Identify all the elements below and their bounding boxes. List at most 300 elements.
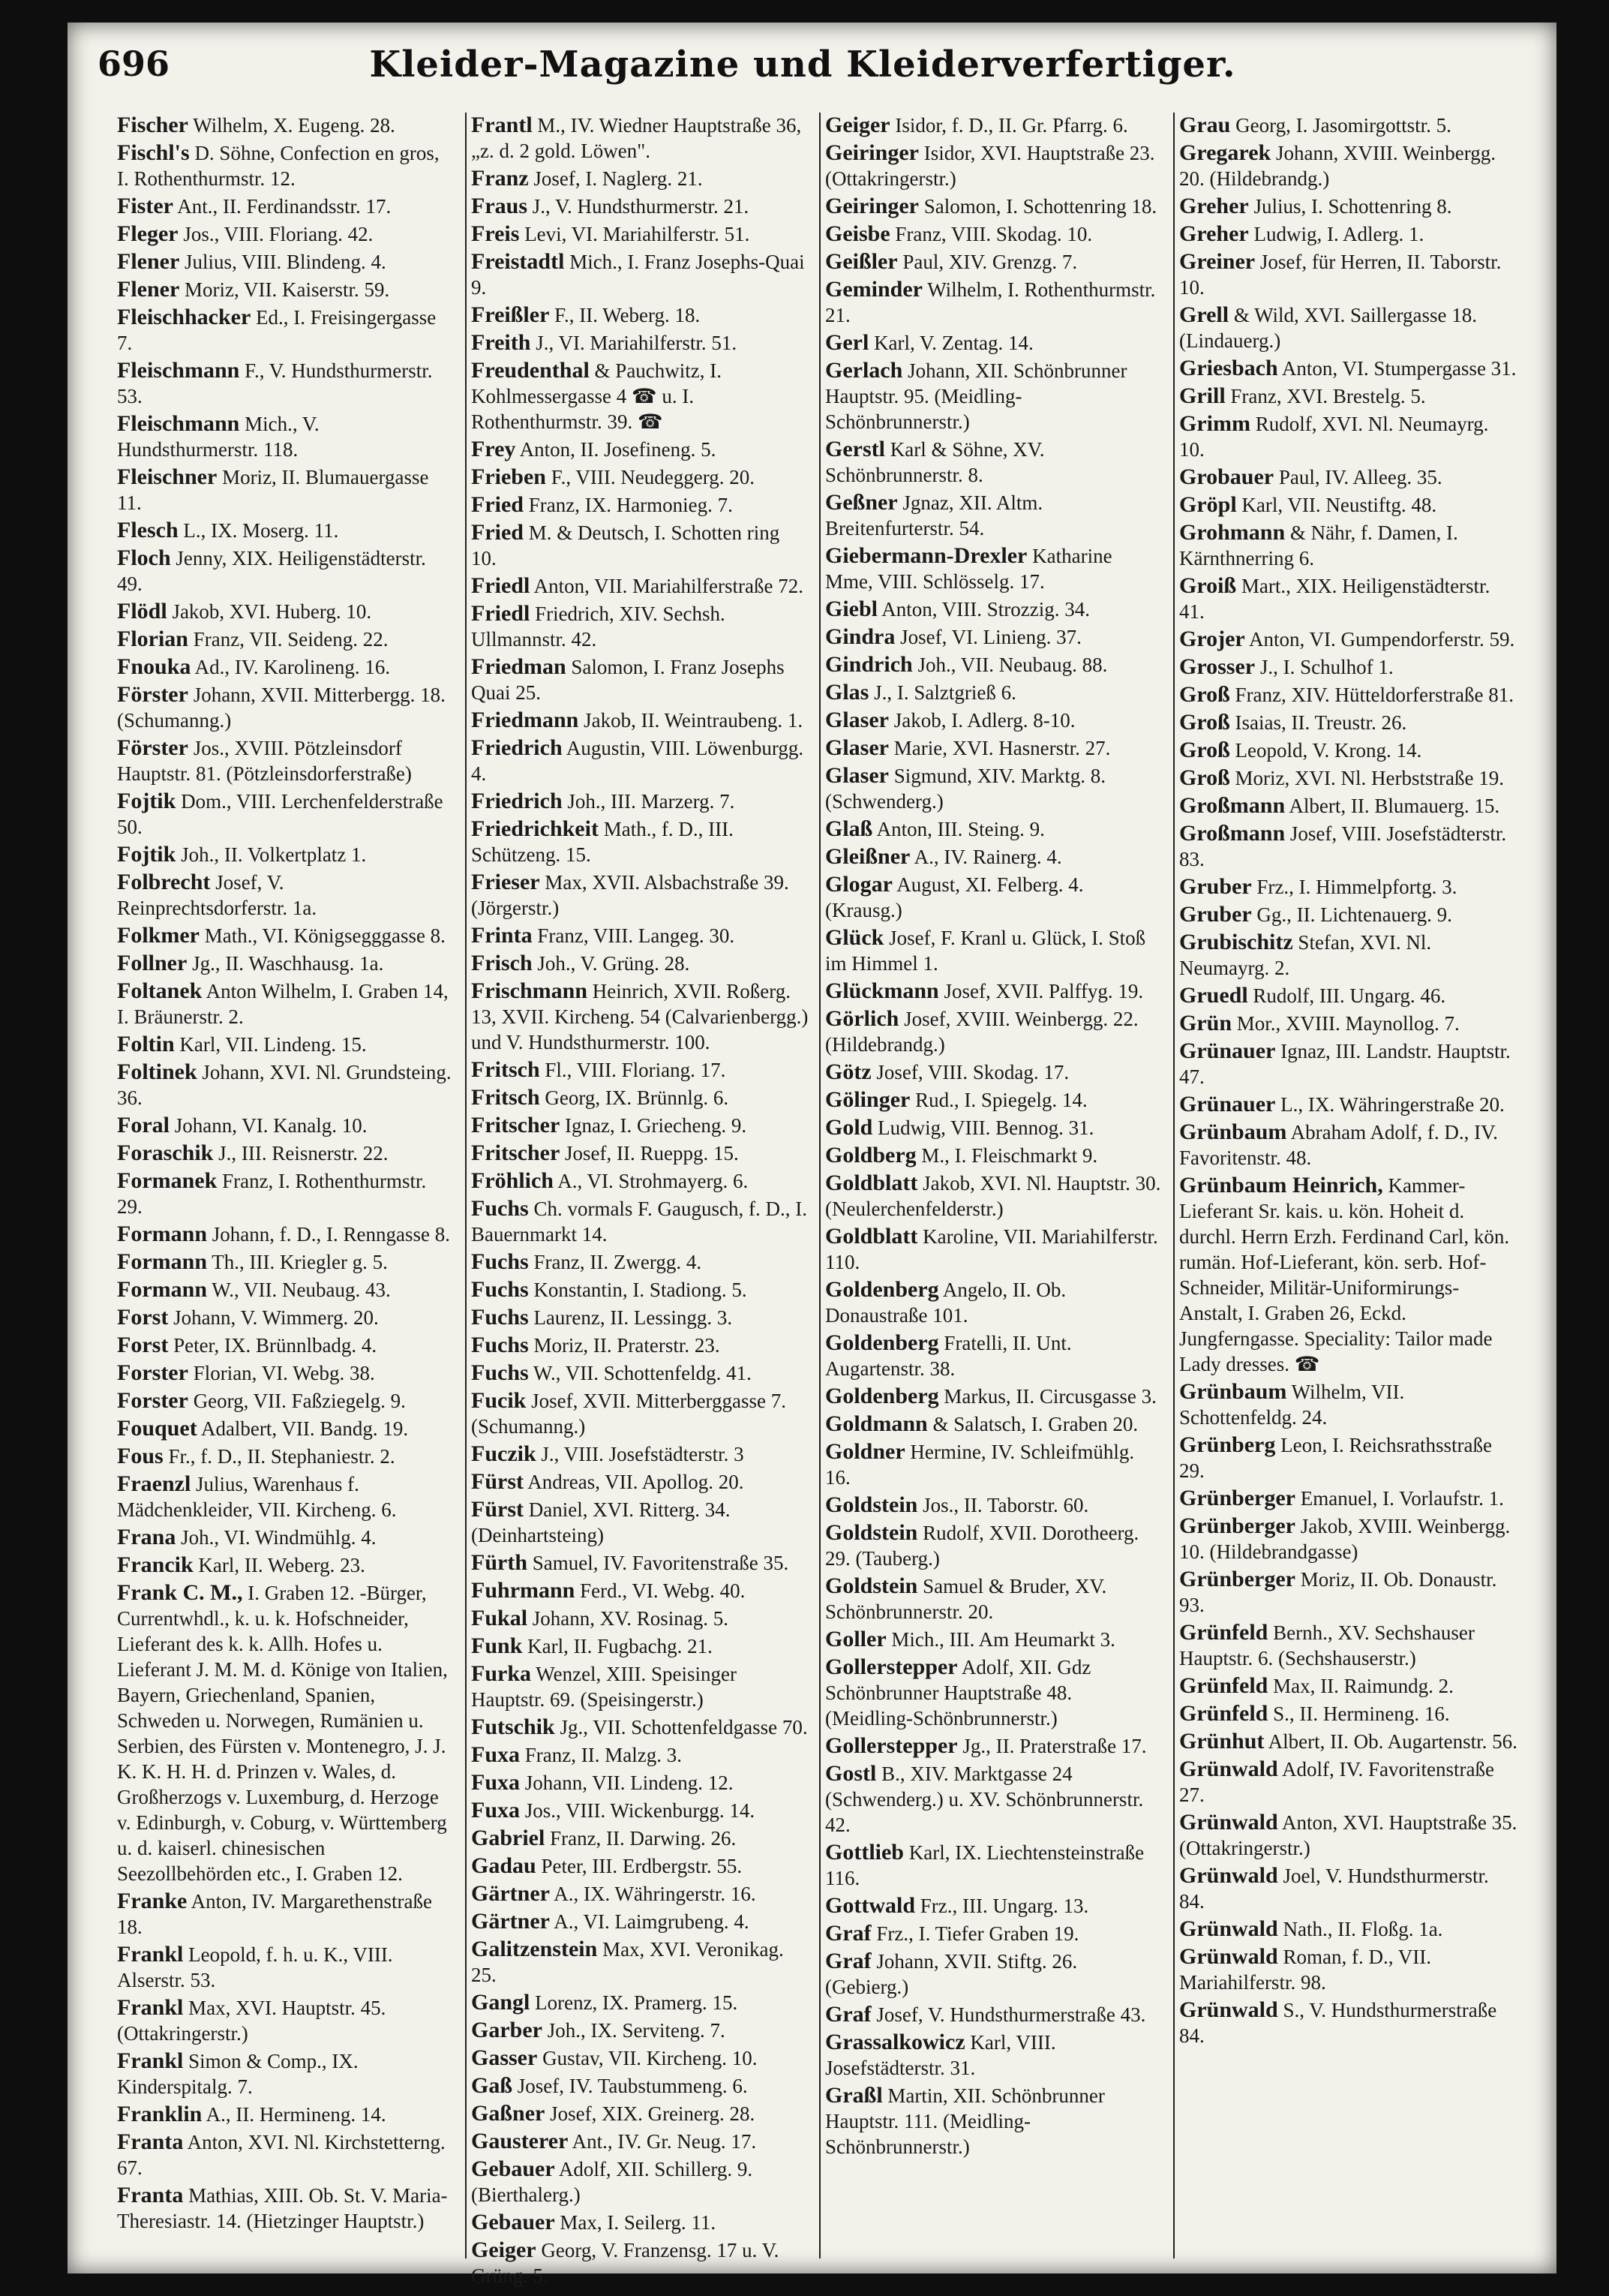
directory-entry bbox=[1179, 765, 1518, 791]
entry-details: Karl, V. Zentag. 14. bbox=[869, 332, 1034, 354]
entry-name: Frankl bbox=[117, 1942, 184, 1967]
entry-details: Fl., VIII. Floriang. 17. bbox=[539, 1059, 726, 1081]
directory-entry bbox=[1179, 492, 1518, 518]
entry-details: M., IV. Wiedner Hauptstraße 36, „z. d. 2 gold. Löwen". bbox=[471, 114, 802, 162]
directory-entry bbox=[825, 221, 1163, 247]
entry-name: Grünwald bbox=[1179, 1916, 1278, 1941]
entry-name: Grojer bbox=[1179, 627, 1245, 651]
entry-name: Futschik bbox=[471, 1714, 555, 1739]
entry-details: Josef, VI. Linieng. 37. bbox=[895, 626, 1082, 648]
directory-entry bbox=[471, 249, 809, 300]
entry-details: Jakob, XVI. Nl. Hauptstr. 30. (Neulerchenfelderstr.) bbox=[825, 1172, 1161, 1220]
directory-entry bbox=[1179, 113, 1518, 138]
entry-name: Fleischhacker bbox=[117, 305, 251, 329]
entry-details: Max, XVI. Veronikag. 25. bbox=[471, 1938, 784, 1986]
directory-entry bbox=[471, 1441, 809, 1467]
entry-name: Grobauer bbox=[1179, 464, 1274, 489]
entry-details: Anton, XVI. Hauptstraße 35. (Ottakringerstr.) bbox=[1179, 1811, 1517, 1859]
entry-name: Fuczik bbox=[471, 1441, 536, 1466]
entry-name: Forster bbox=[117, 1360, 188, 1385]
entry-name: Fuxa bbox=[471, 1770, 521, 1795]
entry-details: Anton, III. Steing. 9. bbox=[872, 818, 1045, 840]
directory-entry bbox=[117, 1942, 455, 1993]
directory-entry bbox=[1179, 356, 1518, 381]
entry-name: Fritsch bbox=[471, 1057, 540, 1082]
directory-entry bbox=[1179, 1173, 1518, 1377]
entry-name: Fröhlich bbox=[471, 1168, 554, 1193]
entry-details: Johann, XVI. Nl. Grundsteing. 36. bbox=[117, 1061, 452, 1109]
entry-name: Foltin bbox=[117, 1032, 175, 1056]
entry-details: Bernh., XV. Sechshauser Hauptstr. 6. (Sechshauserstr.) bbox=[1179, 1621, 1475, 1669]
entry-name: Graßl bbox=[825, 2083, 883, 2108]
entry-details: Daniel, XVI. Ritterg. 34. (Deinhartsteing) bbox=[471, 1498, 731, 1546]
entry-details: Josef, XVII. Mitterberggasse 7. (Schumanng.) bbox=[471, 1390, 787, 1438]
entry-details: Max, II. Raimundg. 2. bbox=[1268, 1675, 1454, 1697]
directory-entry bbox=[825, 1115, 1163, 1140]
entry-details: Karl & Söhne, XV. Schönbrunnerstr. 8. bbox=[825, 438, 1045, 486]
entry-details: Anton, IV. Margarethenstraße 18. bbox=[117, 1890, 433, 1938]
directory-entry bbox=[825, 1006, 1163, 1057]
directory-entry bbox=[117, 654, 455, 680]
entry-name: Görlich bbox=[825, 1006, 899, 1031]
entry-name: Fürst bbox=[471, 1469, 524, 1494]
entry-details: Johann, XV. Rosinag. 5. bbox=[527, 1607, 729, 1630]
entry-details: Fr., f. D., II. Stephaniestr. 2. bbox=[163, 1445, 395, 1468]
entry-name: Fuchs bbox=[471, 1249, 529, 1274]
entry-name: Foltinek bbox=[117, 1059, 197, 1084]
entry-columns bbox=[113, 113, 1530, 2287]
directory-entry bbox=[1179, 793, 1518, 819]
entry-name: Fnouka bbox=[117, 654, 191, 679]
directory-entry bbox=[117, 1222, 455, 1247]
entry-details: Jakob, II. Weintraubeng. 1. bbox=[578, 709, 803, 732]
entry-details: Georg, VII. Faßziegelg. 9. bbox=[188, 1390, 406, 1412]
entry-name: Frischmann bbox=[471, 978, 588, 1003]
entry-details: F., II. Weberg. 18. bbox=[549, 304, 701, 326]
entry-name: Grünfeld bbox=[1179, 1620, 1268, 1645]
directory-entry bbox=[117, 411, 455, 462]
entry-details: W., VII. Schottenfeldg. 41. bbox=[528, 1362, 752, 1384]
directory-entry bbox=[1179, 1379, 1518, 1430]
entry-name: Groß bbox=[1179, 738, 1230, 762]
entry-name: Grubischitz bbox=[1179, 930, 1293, 954]
entry-details: Jakob, XVI. Huberg. 10. bbox=[167, 600, 372, 623]
entry-name: Gindra bbox=[825, 624, 896, 649]
entry-details: Franz, IX. Harmonieg. 7. bbox=[523, 494, 733, 516]
entry-name: Flödl bbox=[117, 599, 167, 624]
directory-entry bbox=[471, 654, 809, 705]
entry-name: Follner bbox=[117, 951, 188, 975]
entry-name: Fukal bbox=[471, 1606, 528, 1630]
directory-entry bbox=[117, 1032, 455, 1057]
entry-name: Großmann bbox=[1179, 793, 1286, 818]
entry-name: Fritsch bbox=[471, 1085, 540, 1110]
directory-entry bbox=[825, 1949, 1163, 2000]
directory-entry bbox=[825, 624, 1163, 650]
entry-name: Geißler bbox=[825, 249, 898, 274]
directory-entry bbox=[825, 113, 1163, 138]
directory-entry bbox=[825, 1384, 1163, 1409]
directory-entry bbox=[471, 1469, 809, 1495]
directory-entry bbox=[825, 1573, 1163, 1624]
entry-details: Max, XVII. Alsbachstraße 39. (Jörgerstr.) bbox=[471, 871, 789, 919]
directory-entry bbox=[471, 1196, 809, 1247]
entry-details: Mich., I. Franz Josephs-Quai 9. bbox=[471, 251, 805, 299]
entry-details: F., VIII. Neudeggerg. 20. bbox=[545, 466, 755, 488]
entry-name: Flesch bbox=[117, 518, 179, 542]
entry-name: Flener bbox=[117, 249, 180, 274]
page-header bbox=[68, 44, 1556, 96]
entry-details: Ferd., VI. Webg. 40. bbox=[575, 1579, 746, 1602]
entry-details: Johann, XII. Schönbrunner Hauptstr. 95. (Meidling-Schönbrunnerstr.) bbox=[825, 359, 1127, 433]
entry-details: Rud., I. Spiegelg. 14. bbox=[910, 1089, 1088, 1111]
entry-name: Goller bbox=[825, 1627, 887, 1651]
directory-entry bbox=[471, 194, 809, 219]
directory-entry bbox=[1179, 682, 1518, 708]
entry-details: Ed., I. Freisingergasse 7. bbox=[117, 306, 437, 354]
entry-details: Augustin, VIII. Löwenburgg. 4. bbox=[471, 737, 804, 785]
entry-details: Angelo, II. Ob. Donaustraße 101. bbox=[825, 1279, 1067, 1327]
entry-name: Glogar bbox=[825, 872, 893, 897]
entry-name: Gruber bbox=[1179, 874, 1252, 899]
directory-entry bbox=[471, 923, 809, 948]
directory-entry bbox=[471, 492, 809, 518]
entry-name: Grünauer bbox=[1179, 1038, 1276, 1063]
entry-name: Grimm bbox=[1179, 411, 1250, 436]
directory-entry bbox=[825, 708, 1163, 733]
directory-entry bbox=[117, 2129, 455, 2180]
directory-entry bbox=[471, 789, 809, 814]
entry-details: Martin, XII. Schönbrunner Hauptstr. 111. (Meidling-Schönbrunnerstr.) bbox=[825, 2084, 1105, 2158]
entry-details: Josef, I. Naglerg. 21. bbox=[528, 167, 703, 190]
entry-name: Freudenthal bbox=[471, 358, 590, 383]
entry-name: Fuchs bbox=[471, 1333, 529, 1357]
entry-details: Johann, f. D., I. Renngasse 8. bbox=[207, 1223, 450, 1246]
entry-name: Gottwald bbox=[825, 1893, 915, 1918]
entry-details: Wenzel, XIII. Speisinger Hauptstr. 69. (Speisingerstr.) bbox=[471, 1663, 737, 1711]
entry-details: I. Graben 12. -Bürger, Currentwhdl., k. u. k. Hofschneider, Lieferant des k. k. Allh. Hofes u. Lieferant J. M. M. d. Könige von Italien, Bayern, Griechenland, Spanien, Schweden u. Norwegen, Rumänien u. Serbien, des Fürsten v. Montenegro, J. J. K. K. H. H. d. Prinzen v. Wales, d. Großherzogs v. Luxemburg, d. Herzoge v. Edinburgh, v. Coburg, v. Württemberg u. d. kaiserl. chinesischen Seezollbehörden etc., I. Graben 12. bbox=[117, 1582, 448, 1885]
directory-entry bbox=[471, 2073, 809, 2099]
entry-details: Sigmund, XIV. Marktg. 8. (Schwenderg.) bbox=[825, 765, 1106, 813]
directory-entry bbox=[471, 978, 809, 1055]
entry-name: Forst bbox=[117, 1333, 169, 1357]
entry-details: Laurenz, II. Lessingg. 3. bbox=[528, 1306, 733, 1329]
entry-details: M. & Deutsch, I. Schotten ring 10. bbox=[471, 521, 780, 569]
entry-name: Friedmann bbox=[471, 708, 579, 732]
directory-entry bbox=[117, 545, 455, 597]
directory-entry bbox=[1179, 1997, 1518, 2048]
entry-name: Graf bbox=[825, 1949, 872, 1973]
directory-entry bbox=[117, 1471, 455, 1522]
entry-name: Grünauer bbox=[1179, 1092, 1276, 1116]
entry-details: Julius, Warenhaus f. Mädchenkleider, VII. Kircheng. 6. bbox=[117, 1473, 397, 1521]
directory-entry bbox=[825, 1171, 1163, 1222]
entry-name: Fuxa bbox=[471, 1798, 521, 1823]
entry-name: Glaser bbox=[825, 735, 889, 760]
entry-details: W., VII. Neubaug. 43. bbox=[207, 1279, 391, 1301]
entry-name: Goldstein bbox=[825, 1573, 918, 1598]
directory-entry bbox=[117, 870, 455, 921]
directory-entry bbox=[117, 2102, 455, 2127]
entry-details: Josef, IV. Taubstummeng. 6. bbox=[512, 2075, 748, 2097]
entry-details: Adalbert, VII. Bandg. 19. bbox=[197, 1417, 409, 1440]
entry-name: Forst bbox=[117, 1305, 169, 1330]
entry-details: Franz, II. Malzg. 3. bbox=[520, 1744, 682, 1766]
entry-name: Groß bbox=[1179, 710, 1230, 735]
entry-details: Salomon, I. Franz Josephs Quai 25. bbox=[471, 656, 785, 704]
directory-entry bbox=[117, 599, 455, 624]
entry-name: Gausterer bbox=[471, 2129, 569, 2153]
entry-details: Leopold, f. h. u. K., VIII. Alserstr. 53. bbox=[117, 1943, 393, 1991]
directory-entry bbox=[825, 816, 1163, 842]
directory-entry bbox=[471, 1990, 809, 2015]
entry-details: Fratelli, II. Unt. Augartenstr. 38. bbox=[825, 1332, 1072, 1380]
directory-entry bbox=[117, 923, 455, 948]
entry-details: Joh., VII. Neubaug. 88. bbox=[912, 654, 1108, 676]
entry-details: Max, I. Seilerg. 11. bbox=[554, 2211, 716, 2234]
entry-name: Formann bbox=[117, 1249, 207, 1274]
entry-details: Samuel, IV. Favoritenstraße 35. bbox=[527, 1552, 789, 1574]
directory-entry bbox=[471, 1661, 809, 1712]
entry-name: Franklin bbox=[117, 2102, 203, 2126]
directory-entry bbox=[1179, 1729, 1518, 1754]
entry-details: Jakob, I. Adlerg. 8-10. bbox=[888, 709, 1076, 732]
entry-details: Karoline, VII. Mariahilferstr. 110. bbox=[825, 1225, 1158, 1273]
entry-details: Joh., III. Marzerg. 7. bbox=[562, 790, 735, 813]
directory-entry bbox=[117, 1525, 455, 1550]
entry-name: Fried bbox=[471, 520, 524, 545]
entry-details: Anton, VI. Gumpendorferstr. 59. bbox=[1244, 628, 1515, 651]
directory-entry bbox=[117, 1552, 455, 1578]
directory-entry bbox=[1179, 140, 1518, 191]
entry-name: Goldberg bbox=[825, 1143, 917, 1168]
entry-name: Giebl bbox=[825, 597, 878, 621]
entry-details: Johann, V. Wimmerg. 20. bbox=[168, 1306, 379, 1329]
entry-details: Ignaz, III. Landstr. Hauptstr. 47. bbox=[1179, 1040, 1511, 1088]
directory-entry bbox=[825, 1087, 1163, 1113]
directory-entry bbox=[825, 2030, 1163, 2081]
entry-name: Fleischner bbox=[117, 464, 218, 489]
entry-name: Gebauer bbox=[471, 2156, 555, 2181]
entry-name: Gröpl bbox=[1179, 492, 1237, 517]
directory-entry bbox=[117, 1059, 455, 1110]
entry-name: Gerlach bbox=[825, 358, 903, 383]
entry-details: Josef, F. Kranl u. Glück, I. Stoß im Himmel 1. bbox=[825, 927, 1146, 975]
entry-name: Gaßner bbox=[471, 2101, 545, 2126]
directory-entry bbox=[825, 978, 1163, 1004]
entry-details: Josef, VIII. Skodag. 17. bbox=[871, 1061, 1070, 1083]
directory-entry bbox=[117, 221, 455, 247]
directory-entry bbox=[471, 2210, 809, 2235]
directory-entry bbox=[825, 2083, 1163, 2159]
entry-details: Anton Wilhelm, I. Graben 14, I. Bräunerstr. 2. bbox=[117, 980, 449, 1028]
directory-entry bbox=[471, 1057, 809, 1083]
entry-details: Johann, XVIII. Weinbergg. 20. (Hildebrandg.) bbox=[1179, 142, 1496, 190]
entry-details: J., I. Schulhof 1. bbox=[1255, 656, 1394, 678]
entry-name: Fuchs bbox=[471, 1277, 529, 1302]
entry-details: Levi, VI. Mariahilferstr. 51. bbox=[519, 223, 750, 245]
entry-name: Fojtik bbox=[117, 842, 176, 867]
entry-name: Frieser bbox=[471, 870, 540, 894]
entry-details: Karl, VII. Lindeng. 15. bbox=[174, 1033, 367, 1056]
directory-entry bbox=[117, 978, 455, 1029]
column-1 bbox=[113, 113, 467, 2258]
entry-name: Fuchs bbox=[471, 1305, 529, 1330]
entry-details: Josef, VIII. Josefstädterstr. 83. bbox=[1179, 822, 1507, 870]
directory-entry bbox=[825, 1520, 1163, 1571]
entry-name: Frana bbox=[117, 1525, 176, 1549]
entry-name: Furka bbox=[471, 1661, 532, 1686]
entry-details: J., I. Salztgrieß 6. bbox=[869, 681, 1016, 704]
entry-details: Abraham Adolf, f. D., IV. Favoritenstr. 48. bbox=[1179, 1121, 1498, 1169]
directory-entry bbox=[471, 573, 809, 599]
entry-details: Franz, II. Zwergg. 4. bbox=[528, 1251, 702, 1273]
entry-name: Fraus bbox=[471, 194, 527, 218]
entry-details: Wilhelm, I. Rothenthurmstr. 21. bbox=[825, 278, 1156, 326]
directory-entry bbox=[117, 1249, 455, 1275]
entry-name: Folbrecht bbox=[117, 870, 211, 894]
entry-details: Moriz, XVI. Nl. Herbststraße 19. bbox=[1229, 767, 1504, 789]
page-number: 696 bbox=[98, 44, 170, 84]
directory-entry bbox=[471, 1714, 809, 1740]
directory-entry bbox=[117, 789, 455, 840]
entry-name: Glückmann bbox=[825, 978, 939, 1003]
directory-entry bbox=[825, 140, 1163, 191]
entry-details: Franz, XIV. Hütteldorferstraße 81. bbox=[1229, 684, 1514, 706]
directory-entry bbox=[471, 113, 809, 164]
entry-details: August, XI. Felberg. 4. (Krausg.) bbox=[825, 873, 1084, 921]
directory-entry bbox=[1179, 821, 1518, 872]
entry-name: Greiner bbox=[1179, 249, 1256, 274]
entry-details: Julius, VIII. Blindeng. 4. bbox=[179, 251, 386, 273]
directory-entry bbox=[1179, 1757, 1518, 1808]
entry-name: Glas bbox=[825, 680, 869, 705]
entry-name: Grünwald bbox=[1179, 1997, 1278, 2022]
entry-details: Wilhelm, VII. Schottenfeldg. 24. bbox=[1179, 1381, 1405, 1429]
entry-name: Förster bbox=[117, 735, 188, 760]
entry-details: Jg., II. Praterstraße 17. bbox=[957, 1735, 1147, 1757]
directory-entry bbox=[1179, 249, 1518, 300]
entry-name: Gaß bbox=[471, 2073, 513, 2098]
directory-entry bbox=[117, 140, 455, 191]
entry-name: Galitzenstein bbox=[471, 1937, 598, 1961]
entry-name: Freis bbox=[471, 221, 520, 246]
entry-name: Friedl bbox=[471, 573, 530, 598]
entry-name: Friedl bbox=[471, 601, 530, 626]
entry-name: Gleißner bbox=[825, 844, 911, 869]
entry-details: Franz, VII. Seideng. 22. bbox=[188, 628, 389, 651]
entry-name: Grell bbox=[1179, 302, 1229, 327]
directory-entry bbox=[1179, 1011, 1518, 1036]
entry-name: Greher bbox=[1179, 221, 1249, 246]
entry-details: Josef, V. Hundsthurmerstraße 43. bbox=[871, 2003, 1146, 2026]
entry-name: Grill bbox=[1179, 383, 1226, 408]
entry-name: Gangl bbox=[471, 1990, 530, 2015]
directory-entry bbox=[1179, 1432, 1518, 1483]
directory-entry bbox=[825, 1654, 1163, 1731]
directory-entry bbox=[1179, 1567, 1518, 1618]
entry-details: Nath., II. Floßg. 1a. bbox=[1277, 1918, 1443, 1940]
directory-entry bbox=[117, 1277, 455, 1303]
directory-entry bbox=[471, 1606, 809, 1631]
entry-details: Friedrich, XIV. Sechsh. Ullmannstr. 42. bbox=[471, 603, 725, 651]
entry-name: Geiger bbox=[471, 2237, 536, 2262]
entry-details: Joh., VI. Windmühlg. 4. bbox=[176, 1526, 377, 1549]
directory-entry bbox=[117, 735, 455, 786]
entry-details: Jg., II. Waschhausg. 1a. bbox=[187, 952, 384, 975]
entry-name: Formann bbox=[117, 1222, 207, 1246]
entry-name: Franta bbox=[117, 2183, 184, 2207]
directory-entry bbox=[471, 302, 809, 328]
entry-name: Goldblatt bbox=[825, 1171, 918, 1195]
entry-name: Gölinger bbox=[825, 1087, 911, 1112]
entry-name: Fritscher bbox=[471, 1113, 560, 1137]
directory-entry bbox=[825, 597, 1163, 622]
entry-details: Johann, VI. Kanalg. 10. bbox=[169, 1114, 368, 1137]
entry-name: Graf bbox=[825, 1921, 872, 1946]
entry-details: Adolf, XII. Schillerg. 9. (Bierthalerg.) bbox=[471, 2158, 753, 2206]
entry-name: Grünwald bbox=[1179, 1810, 1278, 1835]
directory-entry bbox=[117, 1388, 455, 1414]
entry-name: Geminder bbox=[825, 277, 923, 302]
entry-name: Grünberger bbox=[1179, 1486, 1295, 1510]
entry-name: Grau bbox=[1179, 113, 1231, 137]
directory-entry bbox=[1179, 221, 1518, 247]
entry-details: Hermine, IV. Schleifmühlg. 16. bbox=[825, 1441, 1135, 1489]
entry-details: Roman, f. D., VII. Mariahilferstr. 98. bbox=[1179, 1946, 1431, 1994]
entry-name: Gindrich bbox=[825, 652, 913, 677]
directory-entry bbox=[471, 1277, 809, 1303]
entry-details: Jos., VIII. Wickenburgg. 14. bbox=[520, 1799, 755, 1822]
directory-entry bbox=[825, 1840, 1163, 1891]
entry-name: Freith bbox=[471, 330, 531, 355]
directory-entry bbox=[117, 1168, 455, 1219]
entry-details: Johann, VII. Lindeng. 12. bbox=[520, 1772, 734, 1794]
entry-name: Gerl bbox=[825, 330, 869, 355]
entry-details: Ludwig, I. Adlerg. 1. bbox=[1248, 223, 1424, 245]
entry-details: B., XIV. Marktgasse 24 (Schwenderg.) u. XV. Schönbrunnerstr. 42. bbox=[825, 1763, 1144, 1836]
entry-details: Isaias, II. Treustr. 26. bbox=[1229, 711, 1407, 734]
directory-entry bbox=[1179, 902, 1518, 927]
entry-name: Gerstl bbox=[825, 437, 885, 461]
directory-entry bbox=[1179, 194, 1518, 219]
entry-details: Jos., XVIII. Pötzleinsdorf Hauptstr. 81. (Pötzleinsdorferstraße) bbox=[117, 737, 412, 785]
directory-entry bbox=[117, 1416, 455, 1441]
entry-name: Garber bbox=[471, 2018, 542, 2042]
directory-entry bbox=[117, 194, 455, 219]
entry-name: Gärtner bbox=[471, 1881, 550, 1906]
directory-entry bbox=[1179, 654, 1518, 680]
entry-details: D. Söhne, Confection en gros, I. Rothenthurmstr. 12. bbox=[117, 142, 440, 190]
entry-name: Frantl bbox=[471, 113, 533, 137]
directory-entry bbox=[471, 1633, 809, 1659]
entry-details: Rudolf, XVII. Dorotheerg. 29. (Tauberg.) bbox=[825, 1522, 1139, 1570]
entry-name: Floch bbox=[117, 545, 171, 570]
page-title: Kleider-Magazine und Kleiderverfertiger. bbox=[369, 44, 1236, 86]
directory-entry bbox=[825, 1921, 1163, 1946]
entry-name: Florian bbox=[117, 627, 188, 651]
entry-name: Grünhut bbox=[1179, 1729, 1265, 1754]
entry-name: Francik bbox=[117, 1552, 194, 1577]
entry-name: Fojtik bbox=[117, 789, 176, 813]
entry-name: Friedrichkeit bbox=[471, 816, 599, 841]
directory-entry bbox=[1179, 383, 1518, 409]
entry-name: Förster bbox=[117, 682, 188, 707]
entry-details: Karl, II. Weberg. 23. bbox=[193, 1554, 365, 1576]
column-4 bbox=[1175, 113, 1529, 2258]
entry-details: Franz, VIII. Langeg. 30. bbox=[532, 924, 735, 947]
entry-details: L., IX. Moserg. 11. bbox=[178, 519, 339, 542]
